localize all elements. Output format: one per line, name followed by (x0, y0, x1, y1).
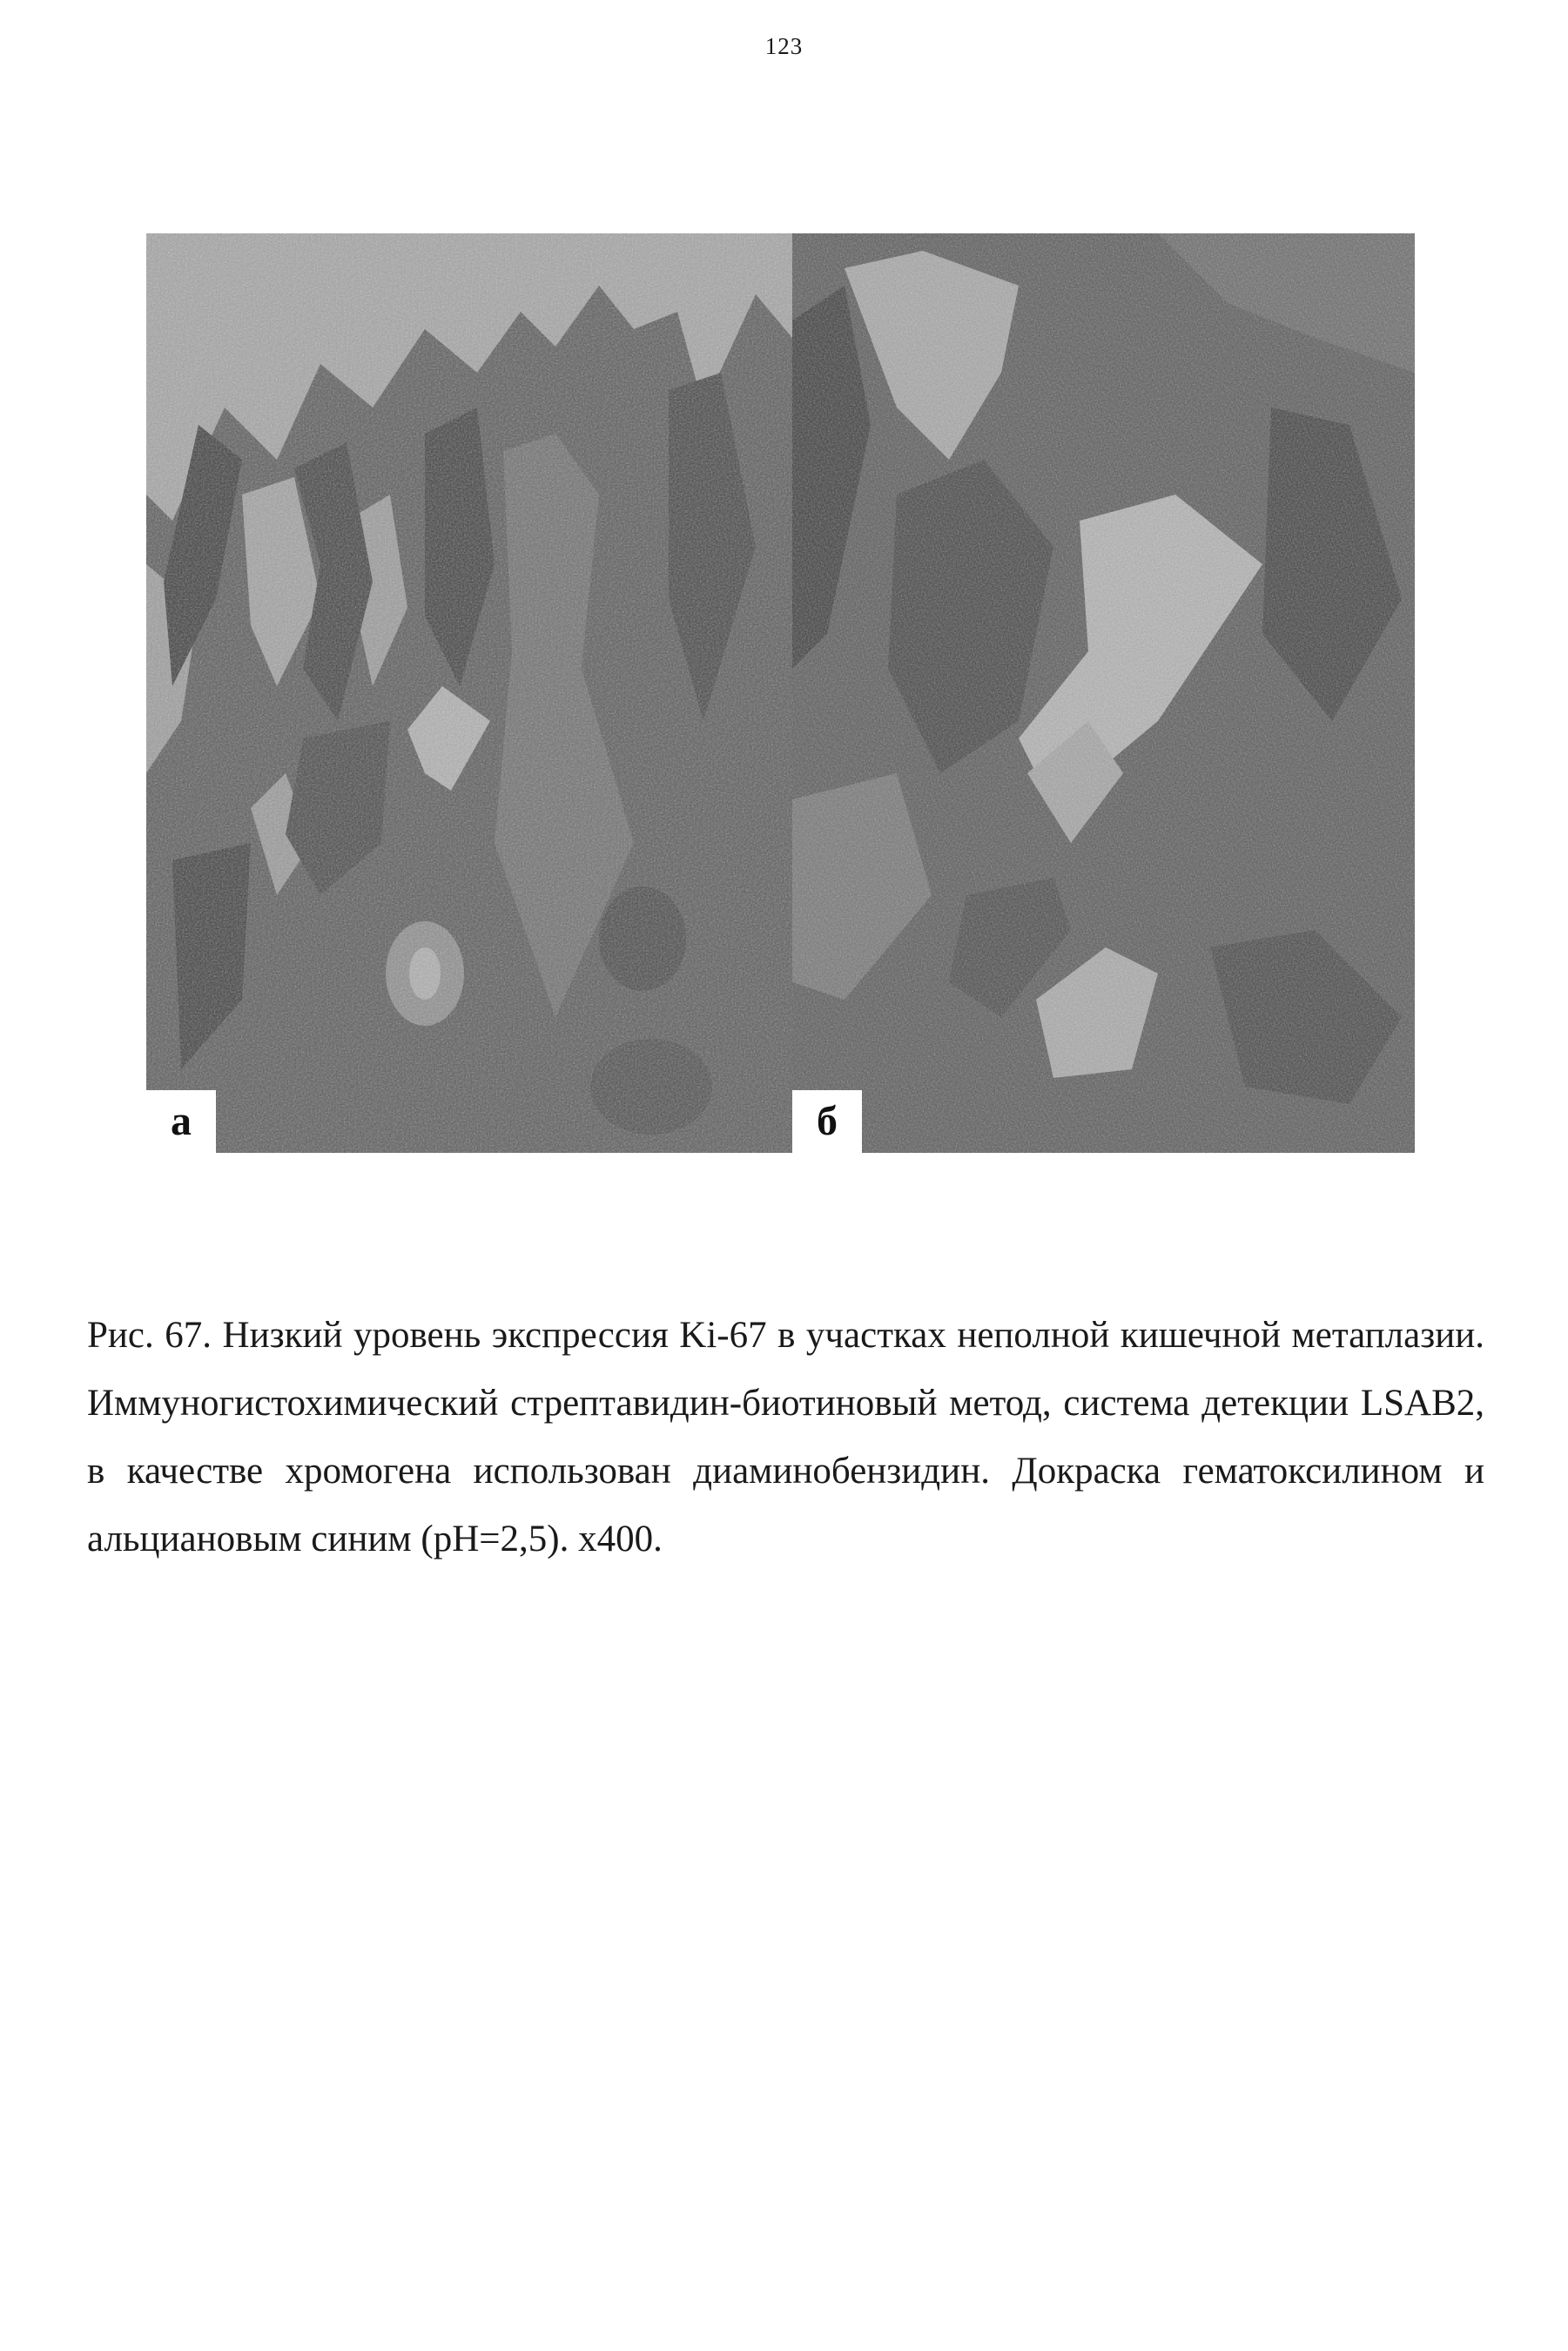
panel-label-a: а (146, 1090, 216, 1153)
micrograph-a-image (146, 233, 792, 1153)
micrograph-b-image (792, 233, 1415, 1153)
figure-caption (87, 1302, 1484, 1573)
micrograph-figure (146, 233, 1415, 1153)
page-number: 123 (764, 33, 804, 59)
figure-caption-text: Рис. 67. Низкий уровень экспрессия Ki-67 в участках неполной кишечной метаплазии. Иммуногистохимический стрептавидин-биотиновый метод, система детекции LSAB2, в качестве хромогена использован диаминобензидин. Докраска гематоксилином и альциановым синим (pH=2,5). х400. (87, 1315, 1484, 1559)
panel-label-b: б (792, 1090, 862, 1153)
micrograph-panel-a (146, 233, 792, 1153)
micrograph-panel-b (792, 233, 1415, 1153)
